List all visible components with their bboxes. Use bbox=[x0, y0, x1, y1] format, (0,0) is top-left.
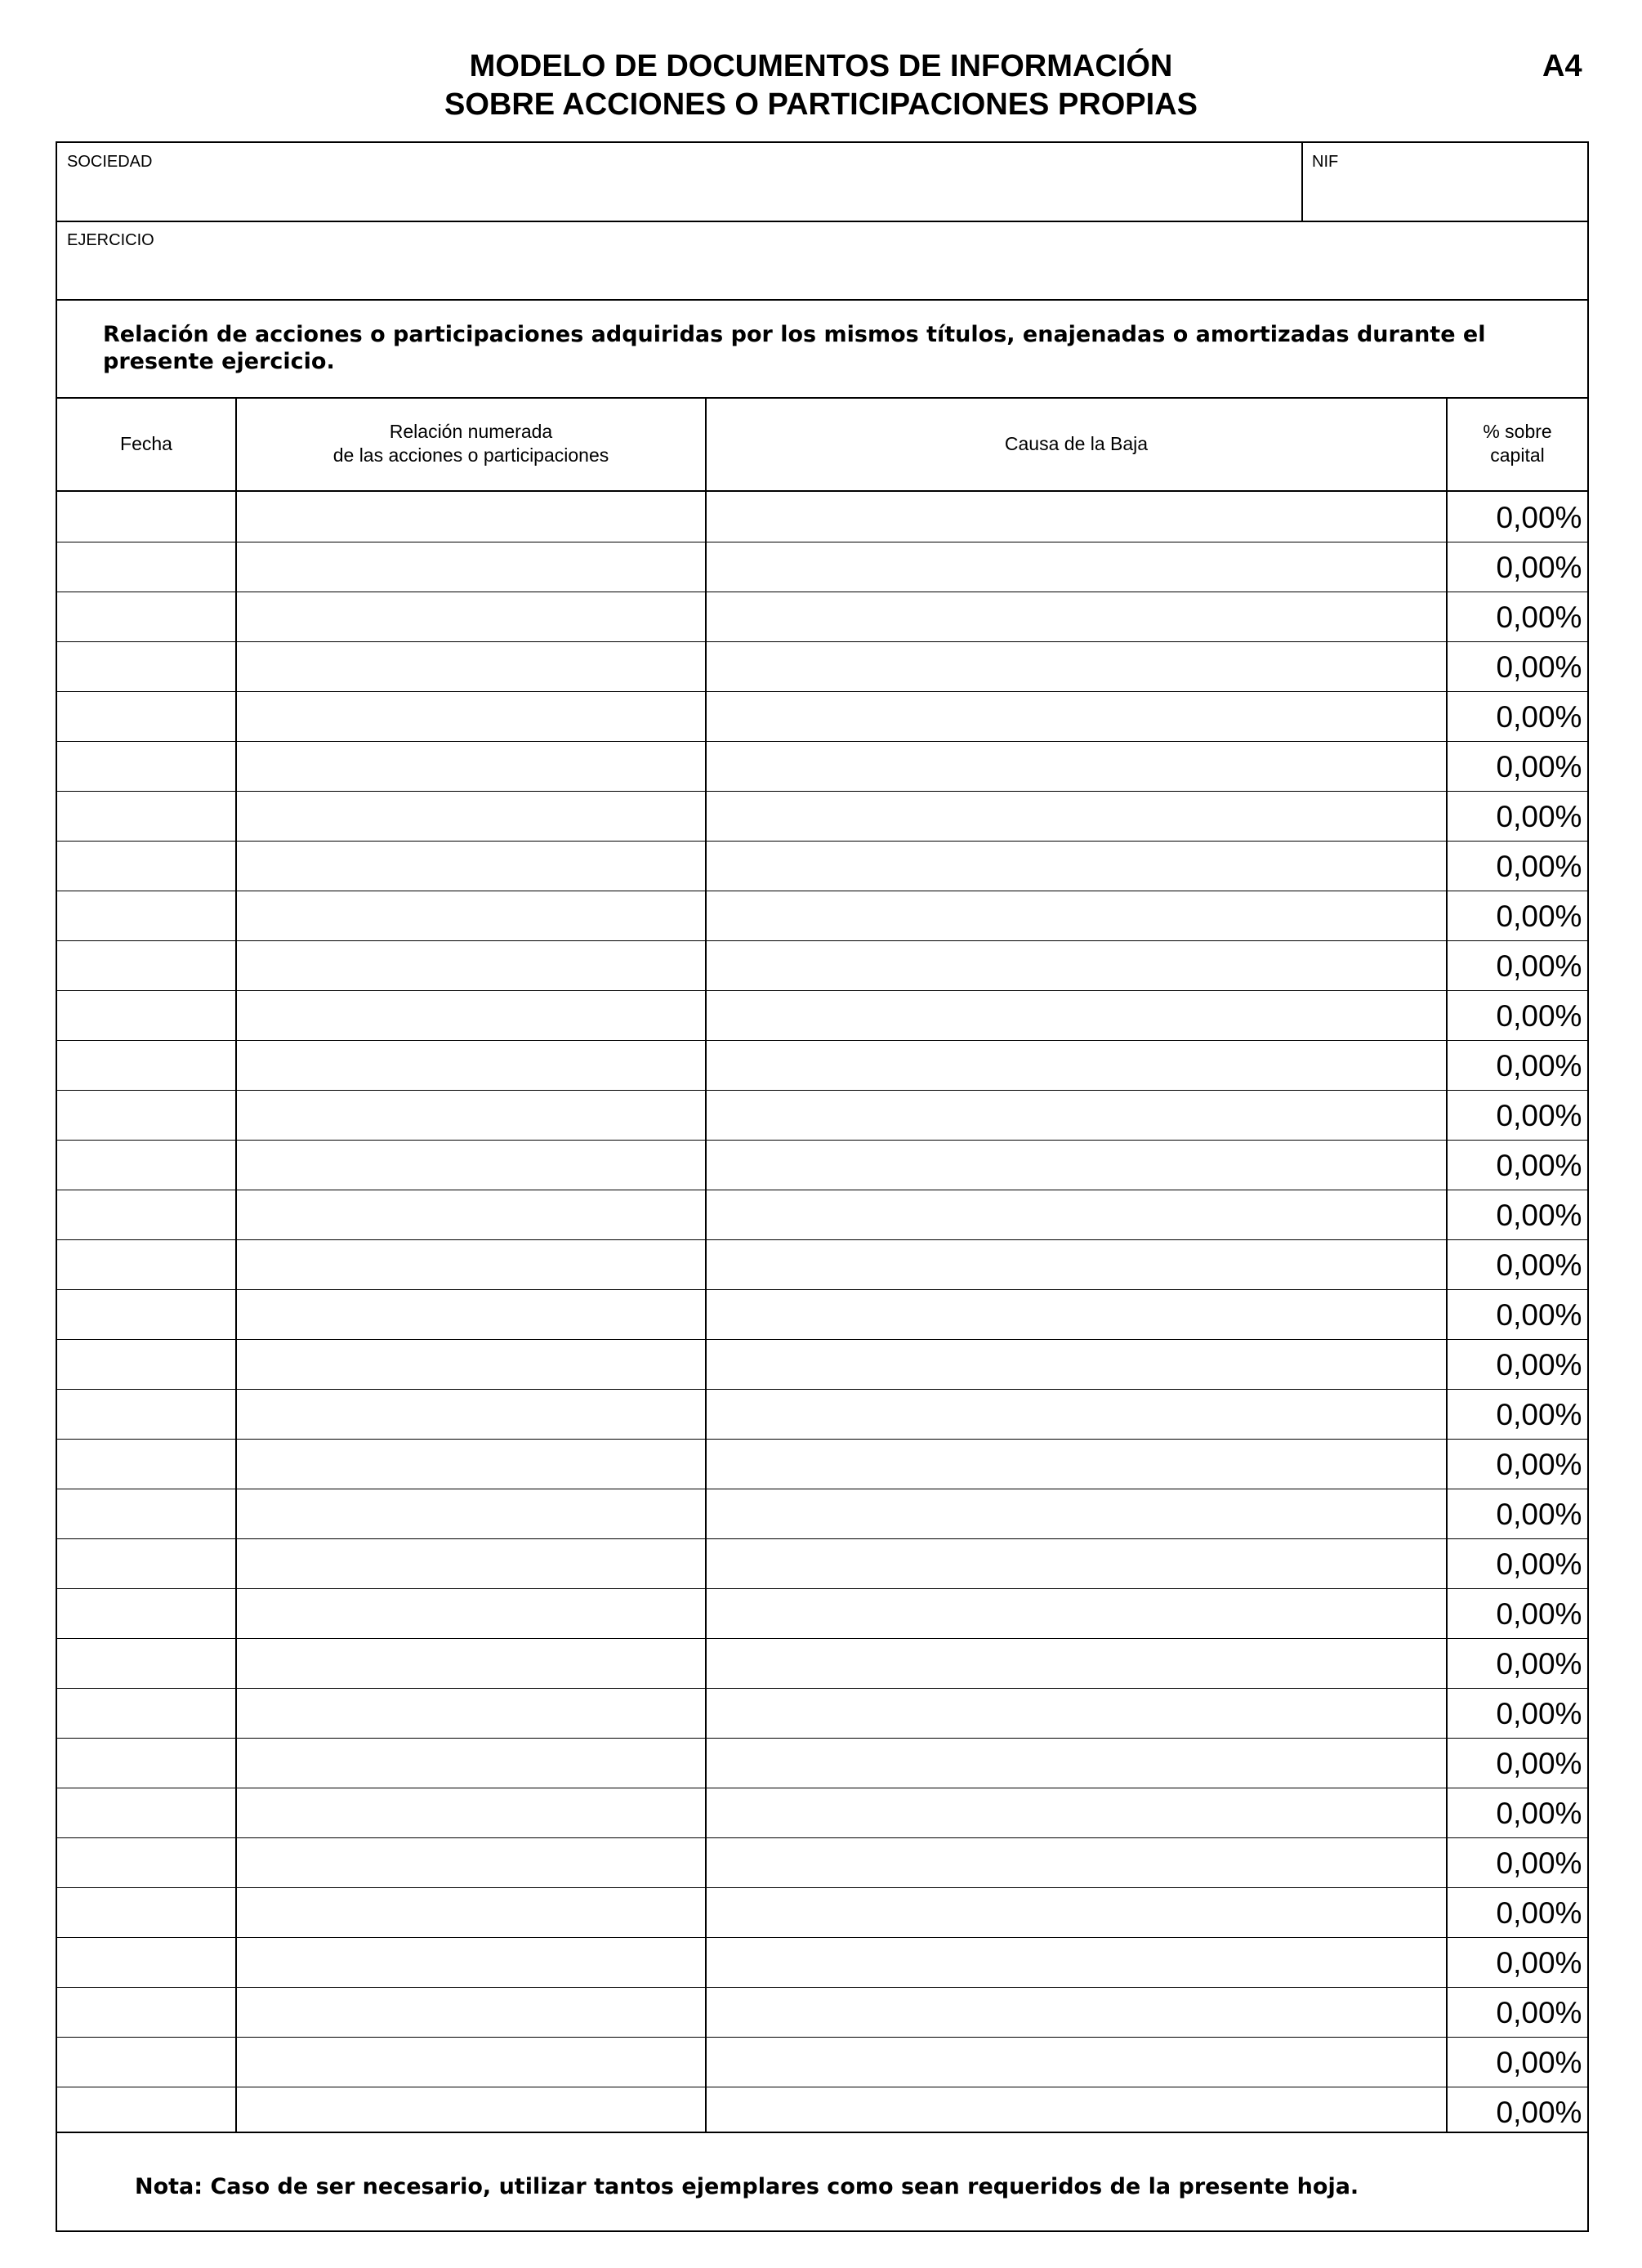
section-description: Relación de acciones o participaciones adquiridas por los mismos títulos, enajenadas o amortizadas durante el presente ejercicio. bbox=[103, 322, 1486, 374]
table-row bbox=[57, 891, 1587, 941]
pct-value: 0,00% bbox=[1496, 550, 1582, 584]
table-row bbox=[57, 2087, 1587, 2137]
table-row bbox=[57, 1888, 1587, 1938]
pct-value: 0,00% bbox=[1496, 799, 1582, 833]
pct-value: 0,00% bbox=[1496, 1248, 1582, 1282]
form-code: A4 bbox=[1542, 49, 1582, 83]
title-line-2: SOBRE ACCIONES O PARTICIPACIONES PROPIAS bbox=[444, 87, 1198, 122]
pct-value: 0,00% bbox=[1496, 1397, 1582, 1431]
divider bbox=[57, 221, 1587, 222]
pct-value: 0,00% bbox=[1496, 1297, 1582, 1332]
table-row bbox=[57, 493, 1587, 542]
relacion-header-line-2: de las acciones o participaciones bbox=[332, 444, 609, 466]
table-row bbox=[57, 842, 1587, 891]
table-row bbox=[57, 1739, 1587, 1788]
table-row bbox=[57, 792, 1587, 842]
pct-value: 0,00% bbox=[1496, 2095, 1582, 2129]
column-header-pct bbox=[1448, 397, 1587, 490]
column-header-fecha: Fecha bbox=[120, 432, 172, 454]
table-row bbox=[57, 692, 1587, 742]
pct-value: 0,00% bbox=[1496, 1796, 1582, 1830]
footnote: Nota: Caso de ser necesario, utilizar tantos ejemplares como sean requeridos de la presente hoja. bbox=[135, 2174, 1359, 2199]
column-header-relacion bbox=[237, 397, 705, 490]
table-row bbox=[57, 1091, 1587, 1141]
table-row bbox=[57, 592, 1587, 642]
document-title bbox=[0, 47, 1642, 124]
table-row bbox=[57, 1041, 1587, 1091]
nif-divider bbox=[1301, 143, 1303, 221]
table-row bbox=[57, 1440, 1587, 1489]
pct-value: 0,00% bbox=[1496, 949, 1582, 983]
pct-value: 0,00% bbox=[1496, 849, 1582, 883]
pct-value: 0,00% bbox=[1496, 1497, 1582, 1531]
table-row bbox=[57, 1340, 1587, 1390]
table-row bbox=[57, 991, 1587, 1041]
table-row bbox=[57, 1141, 1587, 1190]
relacion-header-line-1: Relación numerada bbox=[389, 421, 553, 442]
table-row bbox=[57, 1639, 1587, 1689]
pct-value: 0,00% bbox=[1496, 1945, 1582, 1980]
pct-value: 0,00% bbox=[1496, 1547, 1582, 1581]
table-row bbox=[57, 1988, 1587, 2038]
pct-value: 0,00% bbox=[1496, 1447, 1582, 1481]
pct-value: 0,00% bbox=[1496, 1198, 1582, 1232]
pct-value: 0,00% bbox=[1496, 699, 1582, 734]
pct-value: 0,00% bbox=[1496, 899, 1582, 933]
pct-value: 0,00% bbox=[1496, 1895, 1582, 1930]
table-row bbox=[57, 1190, 1587, 1240]
divider bbox=[57, 299, 1587, 301]
header-divider bbox=[57, 490, 1587, 492]
pct-value: 0,00% bbox=[1496, 1048, 1582, 1083]
pct-header-line-1: % sobre bbox=[1483, 421, 1552, 442]
table-row bbox=[57, 642, 1587, 692]
pct-value: 0,00% bbox=[1496, 1696, 1582, 1730]
form-frame bbox=[56, 141, 1589, 2232]
table-row bbox=[57, 1240, 1587, 1290]
table-row bbox=[57, 2038, 1587, 2087]
table-row bbox=[57, 1489, 1587, 1539]
column-header-causa: Causa de la Baja bbox=[1004, 432, 1149, 454]
pct-value: 0,00% bbox=[1496, 1596, 1582, 1631]
table-row bbox=[57, 1390, 1587, 1440]
table-bottom-divider bbox=[57, 2132, 1587, 2133]
table-row bbox=[57, 941, 1587, 991]
ejercicio-label: EJERCICIO bbox=[67, 231, 154, 249]
table-row bbox=[57, 542, 1587, 592]
table-body bbox=[57, 493, 1587, 2137]
table-row bbox=[57, 1689, 1587, 1739]
pct-value: 0,00% bbox=[1496, 1995, 1582, 2029]
pct-value: 0,00% bbox=[1496, 1347, 1582, 1382]
pct-value: 0,00% bbox=[1496, 1148, 1582, 1182]
nif-label: NIF bbox=[1312, 153, 1339, 171]
table-row bbox=[57, 742, 1587, 792]
table-row bbox=[57, 1589, 1587, 1639]
table-row bbox=[57, 1290, 1587, 1340]
pct-value: 0,00% bbox=[1496, 1098, 1582, 1132]
table-row bbox=[57, 1838, 1587, 1888]
pct-value: 0,00% bbox=[1496, 650, 1582, 684]
pct-value: 0,00% bbox=[1496, 500, 1582, 534]
title-line-1: MODELO DE DOCUMENTOS DE INFORMACIÓN bbox=[469, 49, 1173, 83]
table-row bbox=[57, 1539, 1587, 1589]
pct-value: 0,00% bbox=[1496, 1646, 1582, 1681]
pct-value: 0,00% bbox=[1496, 998, 1582, 1033]
pct-value: 0,00% bbox=[1496, 749, 1582, 784]
pct-value: 0,00% bbox=[1496, 600, 1582, 634]
pct-value: 0,00% bbox=[1496, 1846, 1582, 1880]
table-row bbox=[57, 1938, 1587, 1988]
pct-value: 0,00% bbox=[1496, 2045, 1582, 2079]
sociedad-label: SOCIEDAD bbox=[67, 153, 153, 171]
pct-header-line-2: capital bbox=[1490, 444, 1545, 466]
pct-value: 0,00% bbox=[1496, 1746, 1582, 1780]
table-row bbox=[57, 1788, 1587, 1838]
